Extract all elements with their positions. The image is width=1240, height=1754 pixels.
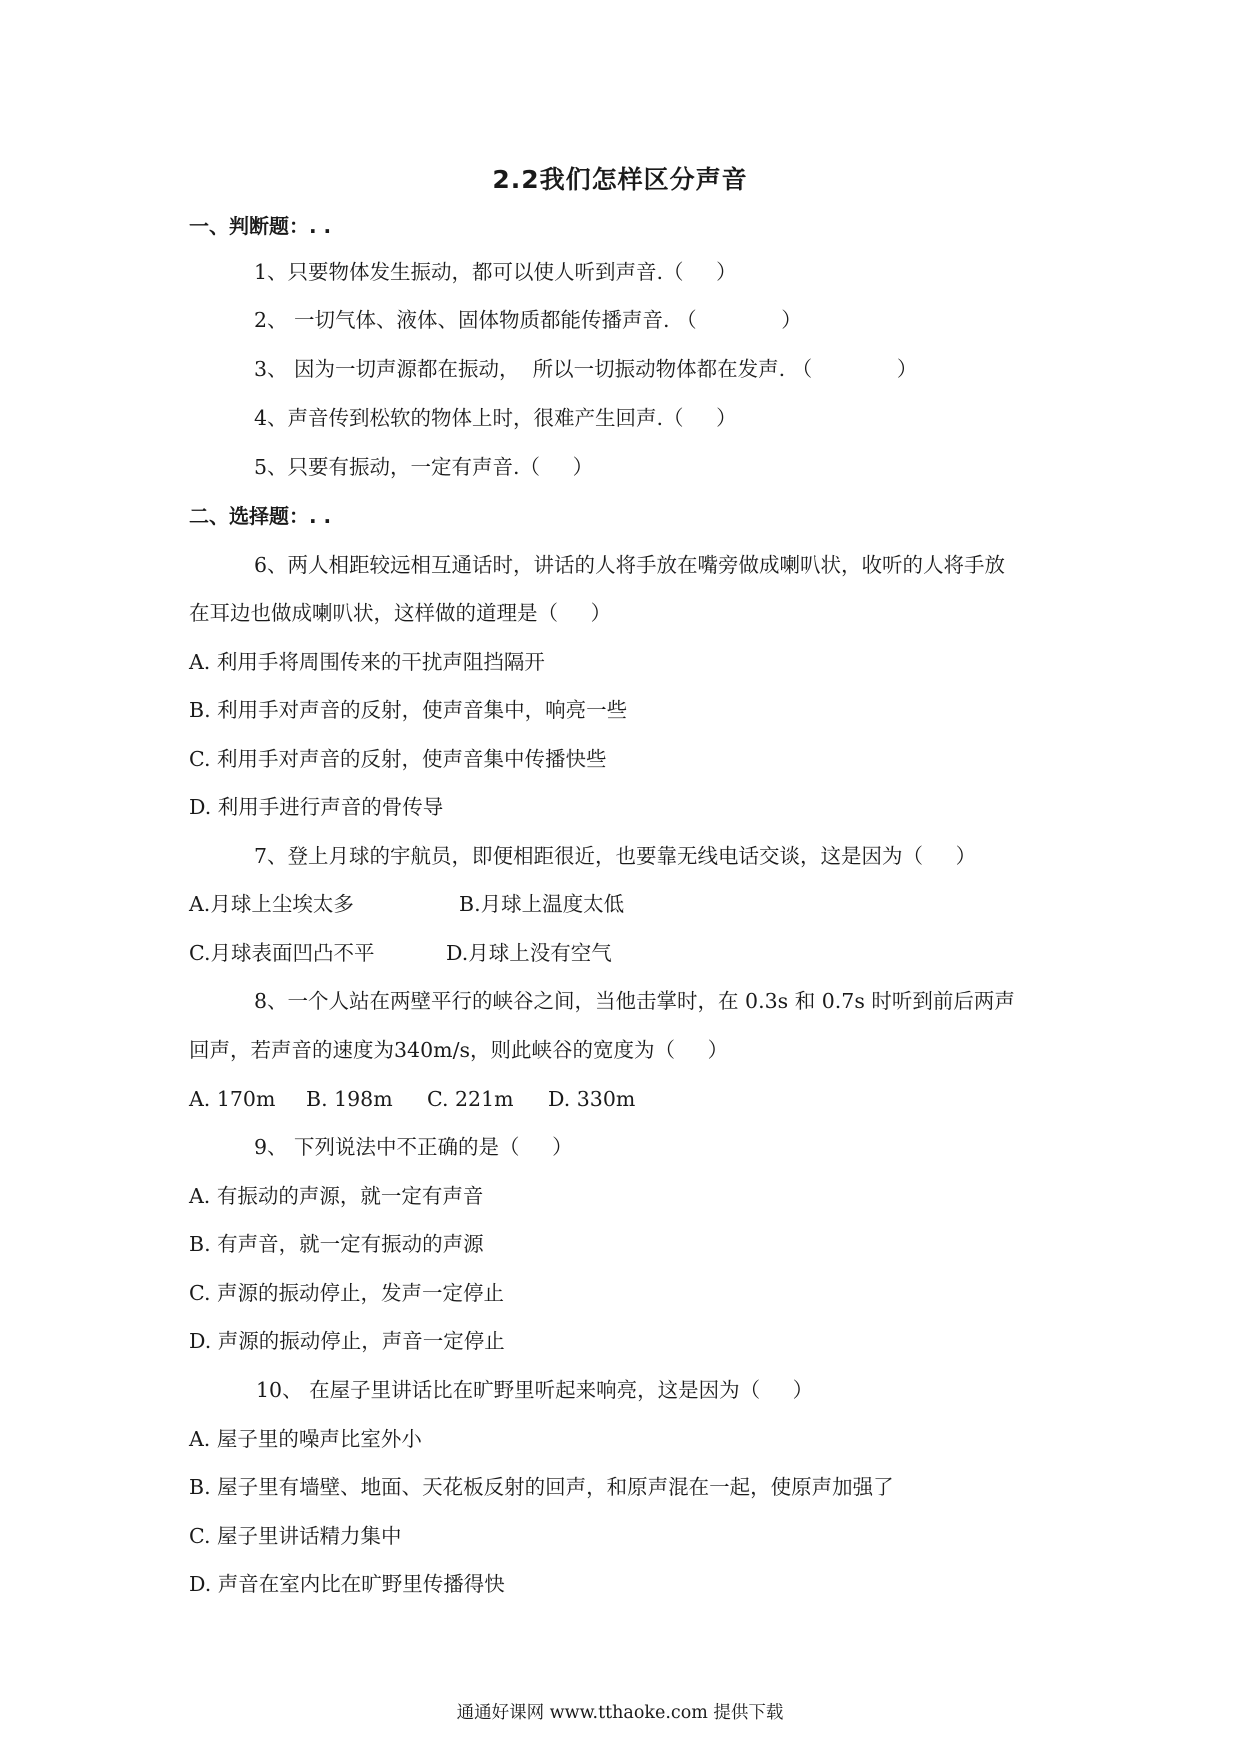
question-8-line-2: 回声，若声音的速度为340m/s，则此峡谷的宽度为（ ） xyxy=(189,1038,729,1062)
footer-source-note: 通通好课网 www.tthaoke.com 提供下载 xyxy=(456,1703,784,1723)
q7-option-a: A.月球上尘埃太多 xyxy=(189,892,354,916)
q8-option-a: A. 170m xyxy=(189,1087,276,1111)
q9-option-a: A. 有振动的声源，就一定有声音 xyxy=(189,1184,484,1208)
q10-option-c: C. 屋子里讲话精力集中 xyxy=(189,1524,402,1548)
question-6-line-2: 在耳边也做成喇叭状，这样做的道理是（ ） xyxy=(189,601,612,625)
section-heading-true-false: 一、判断题：. . xyxy=(189,214,332,238)
q9-option-d: D. 声源的振动停止，声音一定停止 xyxy=(189,1329,505,1353)
q7-option-c: C.月球表面凹凸不平 xyxy=(189,941,375,965)
q10-option-a: A. 屋子里的噪声比室外小 xyxy=(189,1427,422,1451)
question-1: 1、只要物体发生振动，都可以使人听到声音.（ ） xyxy=(254,260,737,284)
question-8-line-1: 8、一个人站在两壁平行的峡谷之间，当他击掌时，在 0.3s 和 0.7s 时听到前后两声 xyxy=(254,989,1015,1013)
question-10: 10、 在屋子里讲话比在旷野里听起来响亮，这是因为（ ） xyxy=(256,1378,814,1402)
q8-option-c: C. 221m xyxy=(427,1087,514,1111)
q6-option-d: D. 利用手进行声音的骨传导 xyxy=(189,795,444,819)
q7-option-b: B.月球上温度太低 xyxy=(459,892,625,916)
q8-option-b: B. 198m xyxy=(306,1087,393,1111)
section-heading-multiple-choice: 二、选择题：. . xyxy=(189,504,332,528)
question-4: 4、声音传到松软的物体上时，很难产生回声.（ ） xyxy=(254,406,737,430)
q6-option-b: B. 利用手对声音的反射，使声音集中，响亮一些 xyxy=(189,698,628,722)
page-title: 2.2我们怎样区分声音 xyxy=(492,165,748,194)
q10-option-d: D. 声音在室内比在旷野里传播得快 xyxy=(189,1572,505,1596)
question-6-line-1: 6、两人相距较远相互通话时，讲话的人将手放在嘴旁做成喇叭状，收听的人将手放 xyxy=(254,553,1006,577)
q9-option-c: C. 声源的振动停止，发声一定停止 xyxy=(189,1281,504,1305)
q8-option-d: D. 330m xyxy=(548,1087,636,1111)
question-3: 3、 因为一切声源都在振动， 所以一切振动物体都在发声. （ ） xyxy=(254,357,918,381)
question-5: 5、只要有振动，一定有声音.（ ） xyxy=(254,455,594,479)
question-2: 2、 一切气体、液体、固体物质都能传播声音. （ ） xyxy=(254,308,802,332)
q6-option-c: C. 利用手对声音的反射，使声音集中传播快些 xyxy=(189,747,607,771)
q6-option-a: A. 利用手将周围传来的干扰声阻挡隔开 xyxy=(189,650,545,674)
q10-option-b: B. 屋子里有墙壁、地面、天花板反射的回声，和原声混在一起，使原声加强了 xyxy=(189,1475,894,1499)
q9-option-b: B. 有声音，就一定有振动的声源 xyxy=(189,1232,484,1256)
question-9: 9、 下列说法中不正确的是（ ） xyxy=(254,1135,573,1159)
question-7: 7、登上月球的宇航员，即便相距很近，也要靠无线电话交谈，这是因为（ ） xyxy=(254,844,977,868)
q7-option-d: D.月球上没有空气 xyxy=(446,941,612,965)
